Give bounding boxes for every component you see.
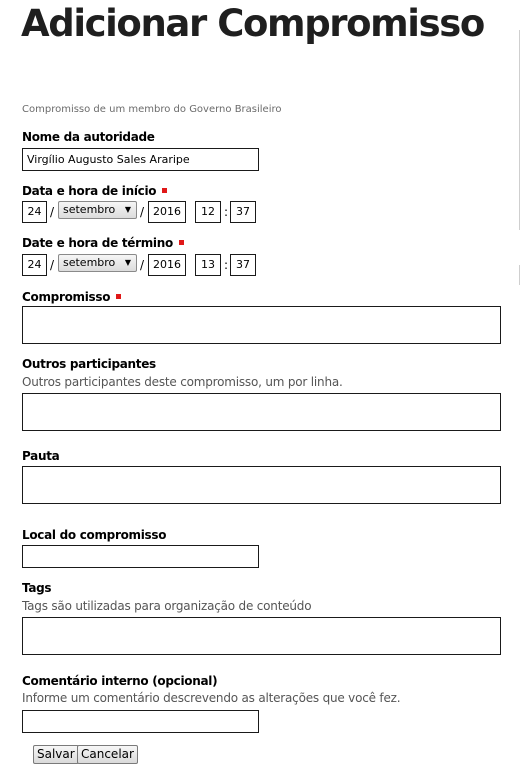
authority-input[interactable]: Virgílio Augusto Sales Araripe (22, 148, 259, 171)
start-month-value: setembro (63, 203, 116, 216)
start-day-input[interactable]: 24 (22, 201, 47, 223)
dropdown-arrow-icon: ▼ (124, 258, 131, 267)
tags-help: Tags são utilizadas para organização de conteúdo (22, 599, 312, 613)
location-input[interactable] (22, 545, 259, 568)
comment-input[interactable] (22, 710, 259, 733)
start-year-input[interactable]: 2016 (148, 201, 186, 223)
start-datetime-label-text: Data e hora de início (22, 184, 157, 198)
date-separator: / (50, 205, 55, 219)
participants-help: Outros participantes deste compromisso, um por linha. (22, 375, 343, 389)
authority-label: Nome da autoridade (22, 130, 155, 144)
participants-label: Outros participantes (22, 357, 156, 371)
start-hour-input[interactable]: 12 (195, 201, 221, 223)
time-separator: : (224, 258, 229, 272)
comment-label: Comentário interno (opcional) (22, 674, 218, 688)
tags-textarea[interactable] (22, 617, 501, 655)
location-label: Local do compromisso (22, 528, 167, 542)
cancel-button[interactable]: Cancelar (77, 745, 138, 764)
agenda-label: Pauta (22, 449, 60, 463)
commitment-label-text: Compromisso (22, 290, 111, 304)
start-month-select[interactable] (58, 201, 137, 219)
save-button[interactable]: Salvar (33, 745, 79, 764)
participants-textarea[interactable] (22, 393, 501, 431)
agenda-textarea[interactable] (22, 466, 501, 504)
required-marker-icon (116, 294, 121, 299)
tags-label: Tags (22, 581, 52, 595)
end-hour-input[interactable]: 13 (195, 254, 221, 276)
end-year-input[interactable]: 2016 (148, 254, 186, 276)
end-month-value: setembro (63, 256, 116, 269)
comment-help: Informe um comentário descrevendo as alterações que você fez. (22, 691, 401, 705)
end-datetime-label (22, 236, 184, 250)
end-day-input[interactable]: 24 (22, 254, 47, 276)
date-separator: / (140, 258, 145, 272)
commitment-label (22, 290, 121, 304)
page-title: Adicionar Compromisso (21, 2, 484, 45)
page-edge-line (519, 30, 520, 230)
date-separator: / (140, 205, 145, 219)
page-edge-line (519, 265, 520, 285)
dropdown-arrow-icon: ▼ (124, 205, 131, 214)
required-marker-icon (162, 188, 167, 193)
end-datetime-label-text: Date e hora de término (22, 236, 173, 250)
date-separator: / (50, 258, 55, 272)
required-marker-icon (179, 240, 184, 245)
end-month-select[interactable] (58, 254, 137, 272)
time-separator: : (224, 205, 229, 219)
commitment-textarea[interactable] (22, 306, 501, 344)
start-minute-input[interactable]: 37 (230, 201, 256, 223)
start-datetime-label (22, 184, 167, 198)
end-minute-input[interactable]: 37 (230, 254, 256, 276)
page-description: Compromisso de um membro do Governo Brasileiro (22, 104, 282, 115)
